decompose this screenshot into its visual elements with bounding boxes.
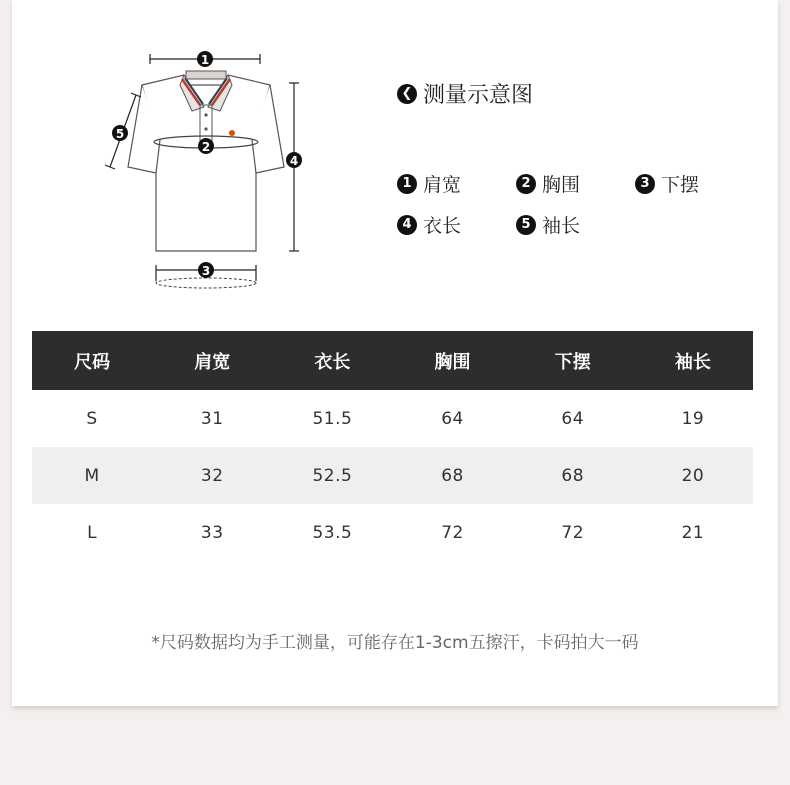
cell-hem: 72 [561, 522, 585, 543]
svg-text:1: 1 [200, 53, 210, 67]
cell-length: 53.5 [312, 522, 353, 543]
size-table-header [32, 331, 753, 390]
legend-number: 2 [516, 174, 536, 194]
marker-4 [286, 152, 302, 168]
legend-title [397, 78, 533, 109]
measurement-note: *尺码数据均为手工测量，可能存在1-3cm五擦汗，卡码拍大一码 [151, 633, 639, 653]
legend-number: 1 [397, 174, 417, 194]
marker-5 [112, 125, 128, 141]
table-row [32, 504, 753, 561]
header-chest: 胸围 [434, 351, 471, 373]
logo-dot [229, 130, 235, 136]
table-row [32, 390, 753, 447]
legend-title-text: 测量示意图 [423, 83, 534, 108]
legend-number: 3 [635, 174, 655, 194]
hem-ellipse [156, 278, 256, 288]
header-sleeve: 袖长 [674, 351, 711, 373]
legend-item-hem [635, 170, 699, 197]
chevron-left-icon: ❮ [397, 84, 417, 104]
shirt-outline [128, 75, 284, 251]
marker-1 [197, 51, 213, 67]
cell-size: S [86, 408, 98, 429]
header-length: 衣长 [314, 351, 351, 373]
legend-label: 胸围 [542, 174, 581, 196]
svg-text:3: 3 [201, 264, 211, 278]
svg-text:2: 2 [201, 140, 211, 154]
cell-hem: 64 [561, 408, 585, 429]
legend-number: 4 [397, 215, 417, 235]
cell-shoulder: 32 [200, 465, 224, 486]
cell-sleeve: 19 [681, 408, 705, 429]
cell-chest: 72 [441, 522, 464, 543]
header-hem: 下摆 [554, 351, 591, 373]
cell-chest: 68 [441, 465, 464, 486]
table-row [32, 447, 753, 504]
legend-item-length [397, 211, 461, 238]
cell-length: 52.5 [312, 465, 353, 486]
legend-item-sleeve [516, 211, 580, 238]
marker-2 [198, 138, 214, 154]
legend-number: 5 [516, 215, 536, 235]
cell-size: M [84, 465, 100, 486]
header-size: 尺码 [74, 351, 111, 373]
cell-chest: 64 [441, 408, 464, 429]
cell-hem: 68 [561, 465, 585, 486]
legend-label: 肩宽 [423, 174, 462, 196]
svg-text:5: 5 [115, 127, 125, 141]
cell-length: 51.5 [312, 408, 353, 429]
svg-text:4: 4 [289, 154, 299, 168]
header-shoulder: 肩宽 [194, 351, 231, 373]
cell-sleeve: 20 [681, 465, 705, 486]
cell-shoulder: 33 [200, 522, 224, 543]
polo-shirt-measurement-diagram [100, 45, 320, 295]
legend-item-shoulder [397, 170, 461, 197]
marker-3 [198, 262, 214, 278]
legend-item-chest [516, 170, 580, 197]
legend-label: 衣长 [423, 215, 462, 237]
size-table [32, 331, 753, 561]
cell-size: L [87, 522, 98, 543]
cell-shoulder: 31 [200, 408, 224, 429]
cell-sleeve: 21 [681, 522, 705, 543]
legend-label: 袖长 [542, 215, 581, 237]
legend-label: 下摆 [661, 174, 700, 196]
